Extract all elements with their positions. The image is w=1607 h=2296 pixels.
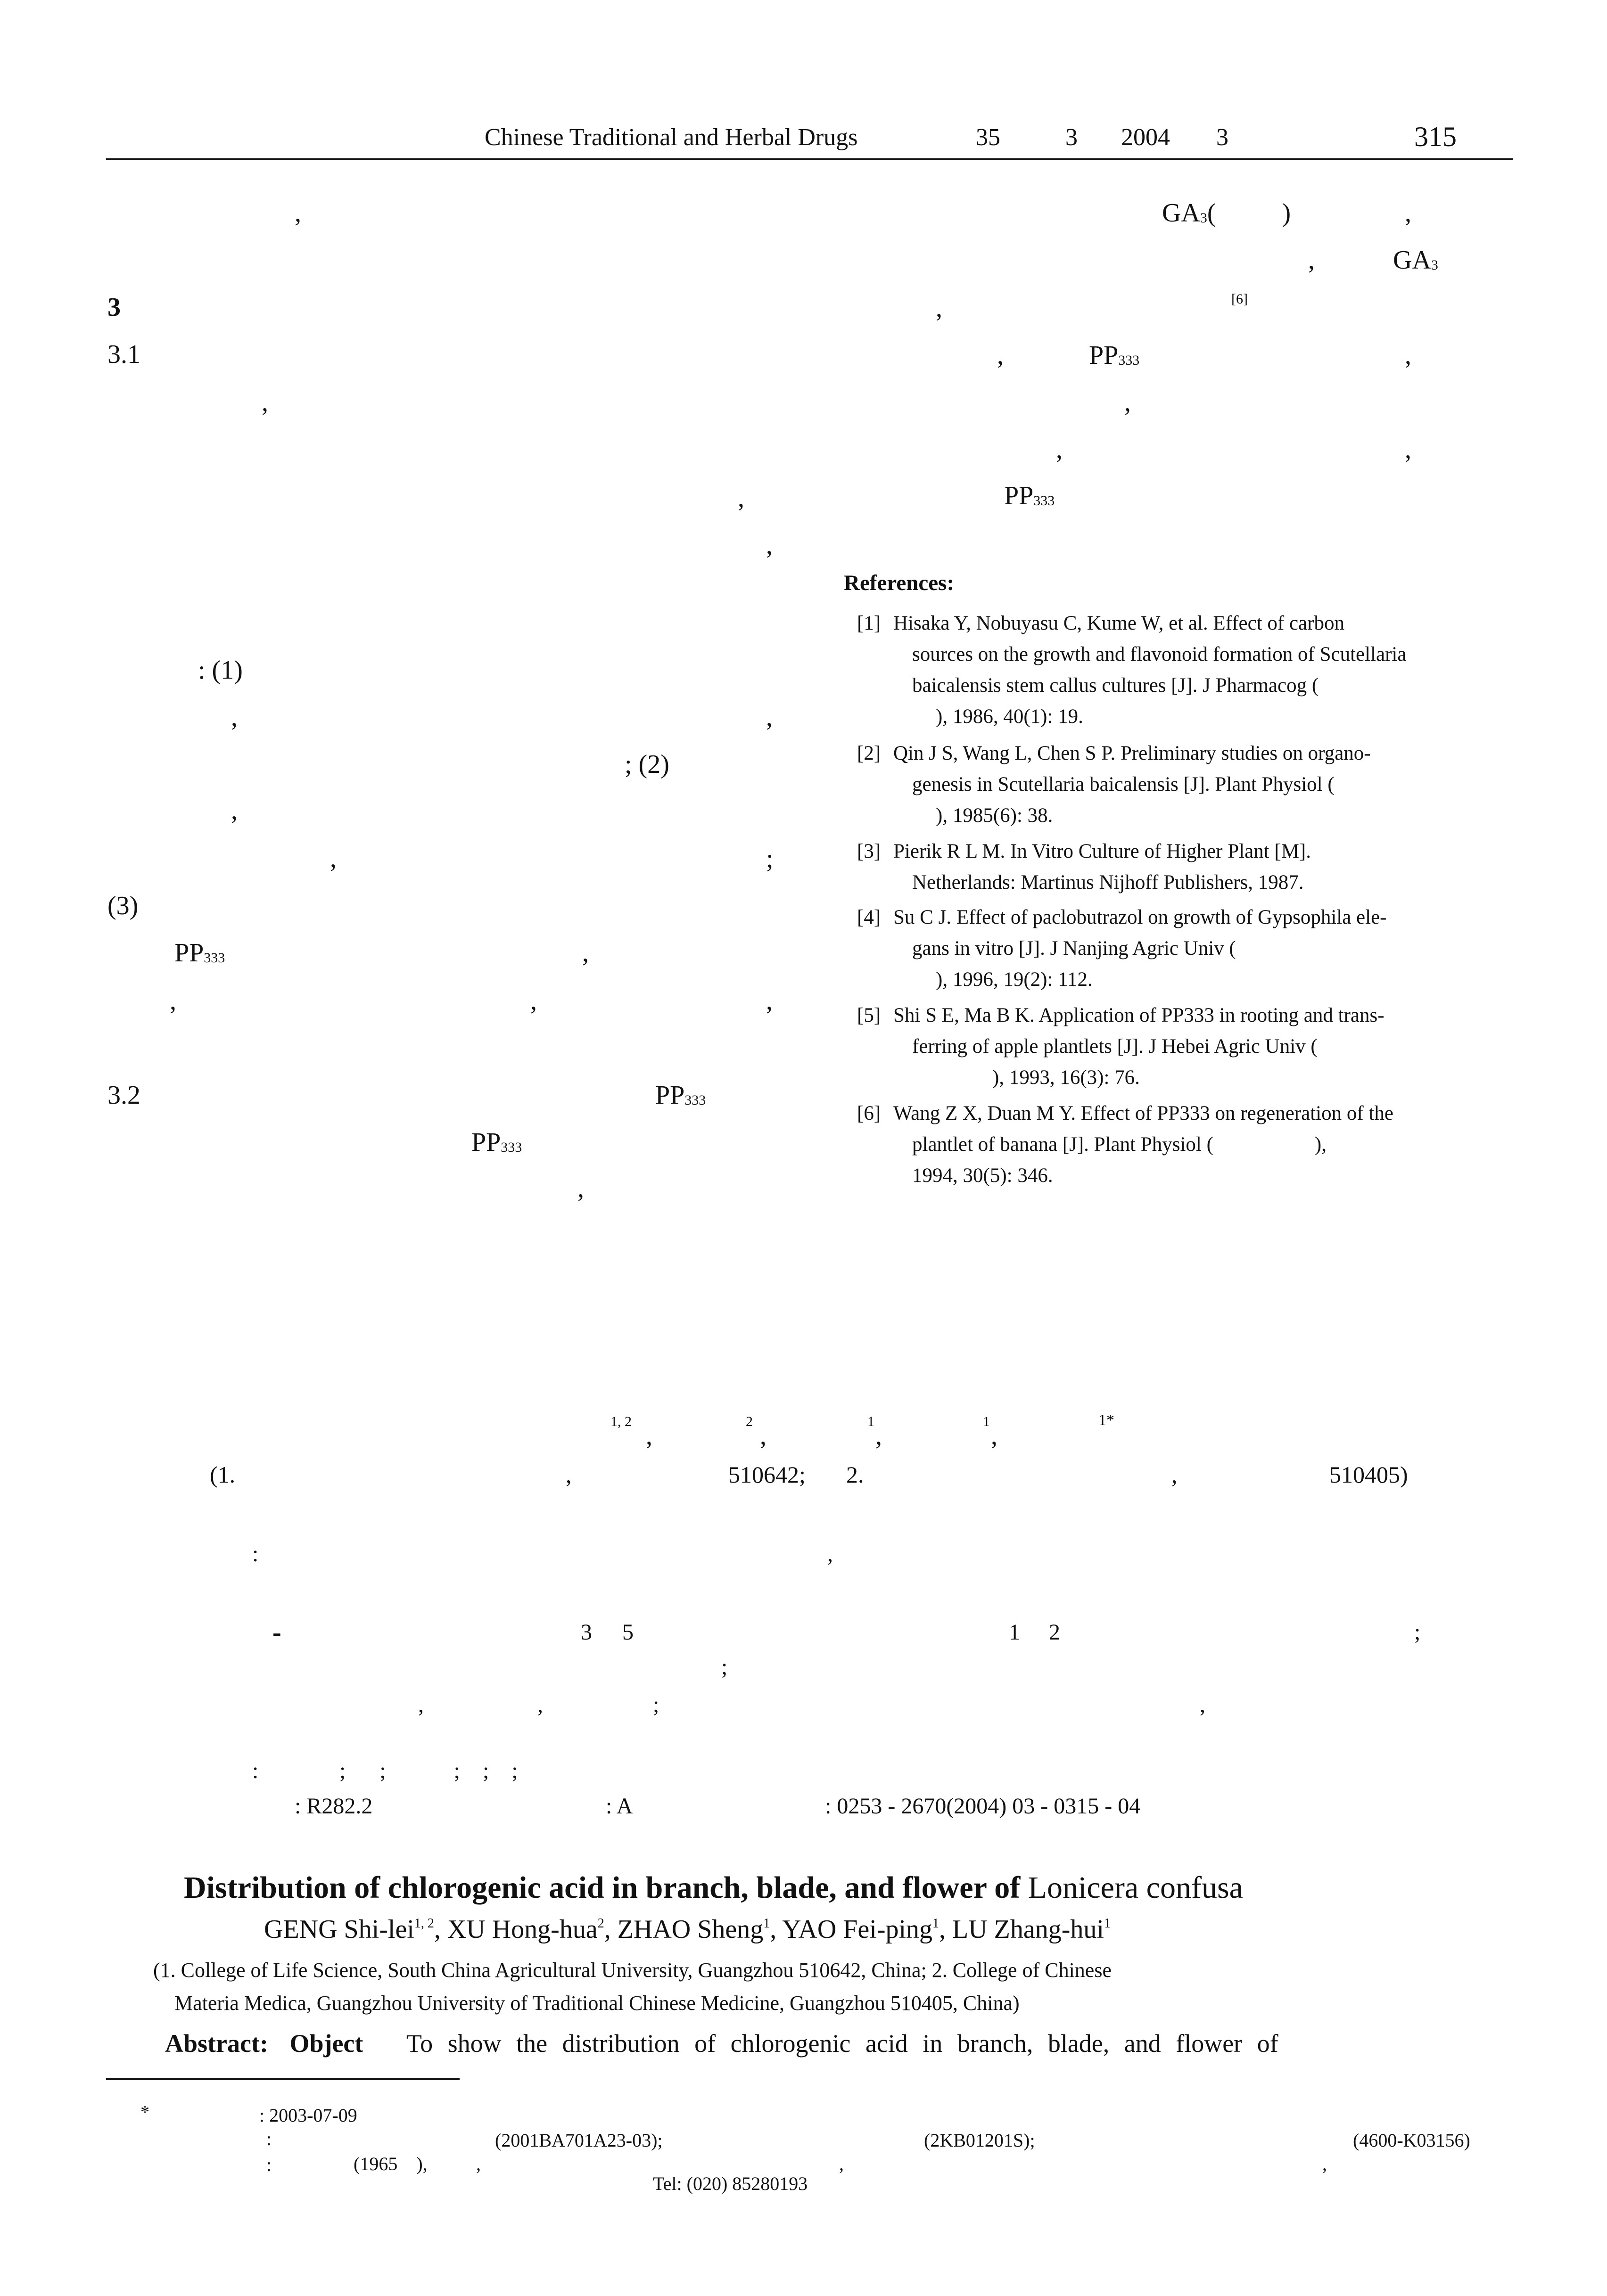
- fund-project-2: (2KB01201S);: [924, 2130, 1035, 2151]
- section-heading-3: 3: [107, 293, 121, 322]
- punct: ,: [1308, 246, 1315, 275]
- ga3-term: $GA_3$: [1393, 246, 1438, 275]
- punct: ,: [1405, 341, 1411, 370]
- punct: ,: [231, 703, 238, 732]
- english-abstract: Abstract: Object To show the distribution of chlorogenic acid in branch, blade, and flower of: [165, 2029, 1278, 2058]
- punct: ,: [330, 844, 337, 873]
- citation-6: [6]: [1231, 291, 1248, 307]
- english-affiliation-line-1: (1. College of Life Science, South China Agricultural University, Guangzhou 510642, China; 2. College of Chinese: [153, 1959, 1112, 1982]
- punct: ,: [766, 986, 773, 1016]
- punct: ,: [577, 1174, 584, 1203]
- punct: ,: [295, 198, 301, 228]
- header-rule: [106, 158, 1513, 160]
- pp333-term: $PP_{333}$: [1089, 341, 1140, 370]
- pp333-term: $PP_{333}$: [471, 1128, 522, 1157]
- punct: ,: [1405, 435, 1411, 464]
- punct: ,: [1124, 388, 1131, 417]
- punct: ,: [766, 531, 773, 560]
- punct: ,: [262, 388, 268, 417]
- punct: ;: [766, 844, 774, 873]
- punct: ,: [936, 294, 942, 323]
- section-heading-3-1: 3.1: [107, 340, 140, 369]
- section-heading-3-2: 3.2: [107, 1081, 140, 1110]
- corresponding-phone: Tel: (020) 85280193: [653, 2173, 808, 2194]
- punct: ,: [738, 484, 744, 513]
- article-id: : 0253 - 2670(2004) 03 - 0315 - 04: [825, 1794, 1141, 1819]
- received-date: : 2003-07-09: [259, 2105, 357, 2126]
- list-marker-1: : (1): [198, 656, 243, 685]
- pp333-term: $PP_{333}$: [655, 1081, 706, 1110]
- pp333-term: $PP_{333}$: [1004, 481, 1055, 510]
- journal-page: Chinese Traditional and Herbal Drugs 35 3 2004 3 315 , 3 3.1 , , , : (1) , , ; (2) , , ; (3) $PP_{333}$ , , , , 3.2 $PP_{333}$ $PP_{333}$ , $GA_3$( ) , , $GA_3$ [6] , , $PP_{333}$ , , , , $PP_{333}$ References: [1] Hisaka Y, Nobuyasu C, Kume W, et al. Effect of carbon sources on the growth and flavonoid formation of Scutellaria baicalensis stem callus cultures [J]. J Pharmacog ( ), 1986, 40(1): 19. [2] Qin J S, Wang L, Chen S P. Preliminary studies on organo- genesis in Scutellaria baicalensis [J]. Plant Physiol ( ), 1985(6): 38. [3] Pierik R L M. In Vitro Culture of Higher Plant [M]. Netherlands: Martinus Nijhoff Publishers, 1987. [4] Su C J. Effect of paclobutrazol on growth of Gypsophila ele- gans in vitro [J]. J Nanjing Agric Univ ( ), 1996, 19(2): 112. [5] Shi S E, Ma B K. Application of PP333 in rooting and trans- ferring of apple plantlets [J]. J Hebei Agric Univ ( ), 1993, 16(3): 76. [6] Wang Z X, Duan M Y. Effect of PP333 on regeneration of the plantlet of banana [J]. Plant Physiol ( ), 1994, 30(5): 346. 1, 2 , 2 , 1 , 1 , 1* (1. , 510642; 2. , 510405) : , - 3 5 1 2 ; ; , , ; , : ; ; ; ; ; : R282.2 : A : 0253 - 2670(2004) 03 - 0315 - 04 Distribution of chlorogenic acid in branch, blade, and flower of Lonicera confusa GENG Shi-lei$^{1, 2}$, XU Hong-hua$^2$, ZHAO Sheng$^1$, YAO Fei-ping$^1$, LU Zhang-hui$^1$ (1. College of Life Science, South China Agricultural University, Guangzhou 510642, China; 2. College of Chinese Materia Medica, Guangzhou University of Traditional Chinese Medicine, Guangzhou 510405, China) Abstract: Object To show the distribution of chlorogenic acid in branch, blade, and flower of * : 2003-07-09 : (2001BA701A23-03); (2KB01201S); (4600-K03156) : (1965 ), , , , Tel: (020) 85280193: [0, 0, 1607, 2296]
- journal-month: 3: [1216, 124, 1228, 151]
- punct: ,: [170, 986, 176, 1016]
- pp333-term: $PP_{333}$: [174, 938, 225, 968]
- fund-project-1: (2001BA701A23-03);: [495, 2130, 663, 2151]
- page-number: 315: [1414, 121, 1457, 152]
- ga3-term: $GA_3$( ): [1162, 198, 1291, 228]
- footnote-rule: [106, 2078, 460, 2080]
- english-title: Distribution of chlorogenic acid in branch, blade, and flower of Lonicera confusa: [184, 1870, 1243, 1905]
- journal-name: Chinese Traditional and Herbal Drugs: [485, 124, 858, 151]
- punct: ,: [766, 703, 773, 732]
- english-authors: GENG Shi-lei$^{1, 2}$, XU Hong-hua$^2$, ZHAO Sheng$^1$, YAO Fei-ping$^1$, LU Zhang-hui$^1$: [264, 1915, 1111, 1944]
- journal-issue: 3: [1065, 124, 1078, 151]
- punct: ,: [997, 341, 1004, 370]
- fund-project-3: (4600-K03156): [1353, 2130, 1470, 2151]
- punct: ,: [530, 986, 537, 1016]
- document-code: : A: [606, 1794, 633, 1819]
- punct: ,: [1405, 198, 1411, 228]
- journal-volume: 35: [976, 124, 1000, 151]
- punct: ,: [231, 796, 238, 825]
- english-affiliation-line-2: Materia Medica, Guangzhou University of Traditional Chinese Medicine, Guangzhou 510405, China): [174, 1992, 1020, 2015]
- references-heading: References:: [844, 571, 954, 595]
- clc-number: : R282.2: [295, 1794, 373, 1819]
- journal-year: 2004: [1121, 124, 1170, 151]
- punct: ,: [1056, 435, 1063, 464]
- punct: ,: [582, 938, 589, 968]
- list-marker-3: (3): [107, 891, 139, 920]
- list-marker-2: ; (2): [625, 750, 669, 779]
